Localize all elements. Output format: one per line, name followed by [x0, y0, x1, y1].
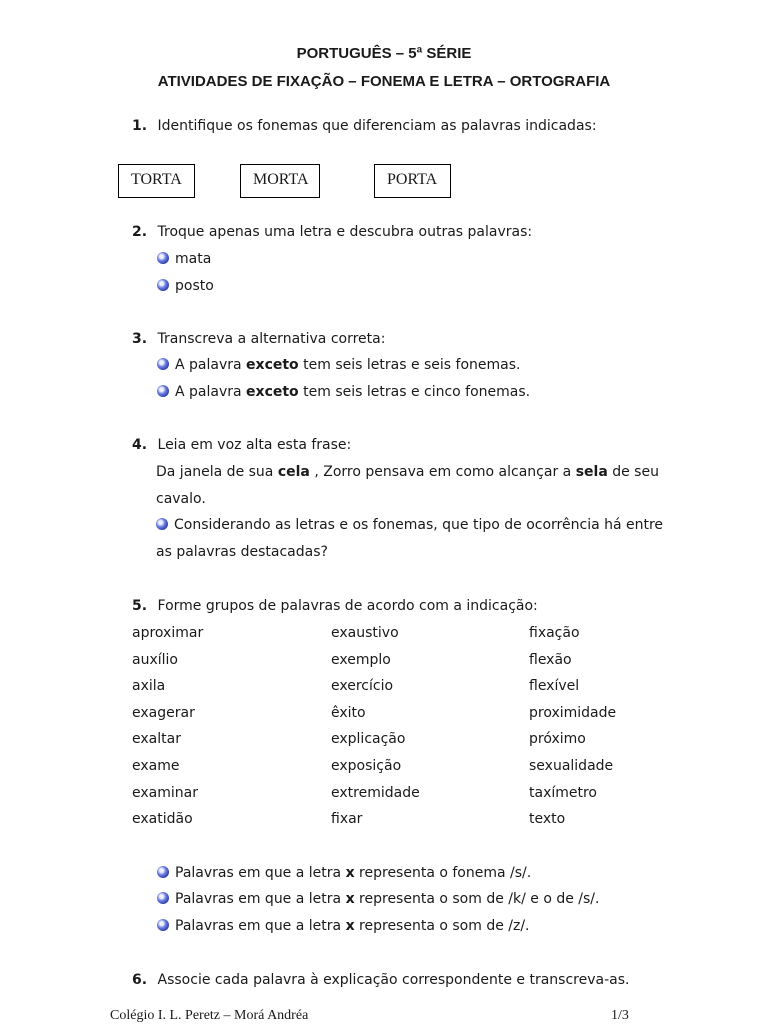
question-text: Leia em voz alta esta frase: — [157, 437, 352, 453]
word-item: flexível — [529, 678, 580, 695]
question-prompt-cont: as palavras destacadas? — [156, 544, 328, 560]
question-4 — [132, 437, 351, 453]
word-item: proximidade — [529, 704, 617, 721]
word-item: aproximar — [132, 625, 204, 641]
sentence-end: cavalo. — [156, 491, 206, 507]
list-item: mata — [157, 251, 211, 267]
option-item: A palavra exceto tem seis letras e seis fonemas. — [157, 357, 521, 373]
question-text: Troque apenas uma letra e descubra outras palavras: — [157, 224, 533, 240]
word-item: exemplo — [331, 651, 391, 668]
bullet-icon — [157, 892, 169, 904]
word-item: fixar — [331, 811, 363, 828]
question-5 — [132, 598, 538, 614]
word-item: próximo — [529, 731, 586, 748]
group-item: Palavras em que a letra x representa o fonema /s/. — [157, 865, 531, 881]
question-number: 6. — [132, 972, 148, 988]
bullet-icon — [157, 279, 169, 291]
word-item: auxílio — [132, 651, 178, 668]
footer-school: Colégio I. L. Peretz – Morá Andréa — [110, 1008, 309, 1023]
bullet-icon — [157, 866, 169, 878]
word-item: exatidão — [132, 811, 193, 828]
footer-page-number: 1/3 — [611, 1008, 629, 1023]
question-6 — [132, 972, 629, 988]
bullet-icon — [157, 358, 169, 370]
word-item: exercício — [331, 678, 394, 695]
group-item: Palavras em que a letra x representa o som de /z/. — [157, 918, 530, 934]
bullet-icon — [157, 385, 169, 397]
word-item: flexão — [529, 651, 572, 668]
question-prompt: Considerando as letras e os fonemas, que tipo de ocorrência há entre — [156, 517, 663, 533]
sentence-line: Da janela de sua cela , Zorro pensava em como alcançar a sela de seu — [156, 464, 659, 480]
word-item: explicação — [331, 731, 406, 748]
word-item: exame — [132, 758, 180, 774]
word-box: TORTA — [118, 164, 195, 198]
word-item: axila — [132, 678, 166, 695]
question-3 — [132, 331, 385, 347]
question-2 — [132, 224, 532, 240]
word-item: taxímetro — [529, 784, 597, 801]
word-box: MORTA — [240, 164, 320, 198]
question-text: Associe cada palavra à explicação correspondente e transcreva-as. — [157, 972, 630, 988]
question-text: Forme grupos de palavras de acordo com a indicação: — [157, 598, 538, 614]
word-item: êxito — [331, 704, 366, 721]
bullet-icon — [157, 252, 169, 264]
bullet-icon — [157, 919, 169, 931]
question-number: 2. — [132, 224, 148, 240]
option-item: A palavra exceto tem seis letras e cinco fonemas. — [157, 384, 530, 400]
word-item: exagerar — [132, 704, 195, 721]
group-item: Palavras em que a letra x representa o som de /k/ e o de /s/. — [157, 891, 599, 907]
word-item: texto — [529, 811, 566, 828]
word-item: exaltar — [132, 731, 181, 748]
word-box: PORTA — [374, 164, 451, 198]
word-item: sexualidade — [529, 758, 614, 774]
question-number: 4. — [132, 437, 148, 453]
word-item: examinar — [132, 784, 198, 801]
list-item: posto — [157, 278, 214, 294]
page-subtitle: ATIVIDADES DE FIXAÇÃO – FONEMA E LETRA – ORTOGRAFIA — [157, 73, 611, 90]
question-text: Transcreva a alternativa correta: — [157, 331, 386, 347]
question-number: 1. — [132, 118, 148, 134]
question-1 — [132, 118, 597, 134]
page-title: PORTUGUÊS – 5ª SÉRIE — [296, 45, 472, 62]
question-number: 5. — [132, 598, 148, 614]
word-item: fixação — [529, 625, 580, 641]
bullet-icon — [156, 518, 168, 530]
question-number: 3. — [132, 331, 148, 347]
word-item: exposição — [331, 758, 402, 774]
question-text: Identifique os fonemas que diferenciam as palavras indicadas: — [157, 118, 597, 134]
word-item: exaustivo — [331, 625, 399, 641]
word-item: extremidade — [331, 784, 420, 801]
